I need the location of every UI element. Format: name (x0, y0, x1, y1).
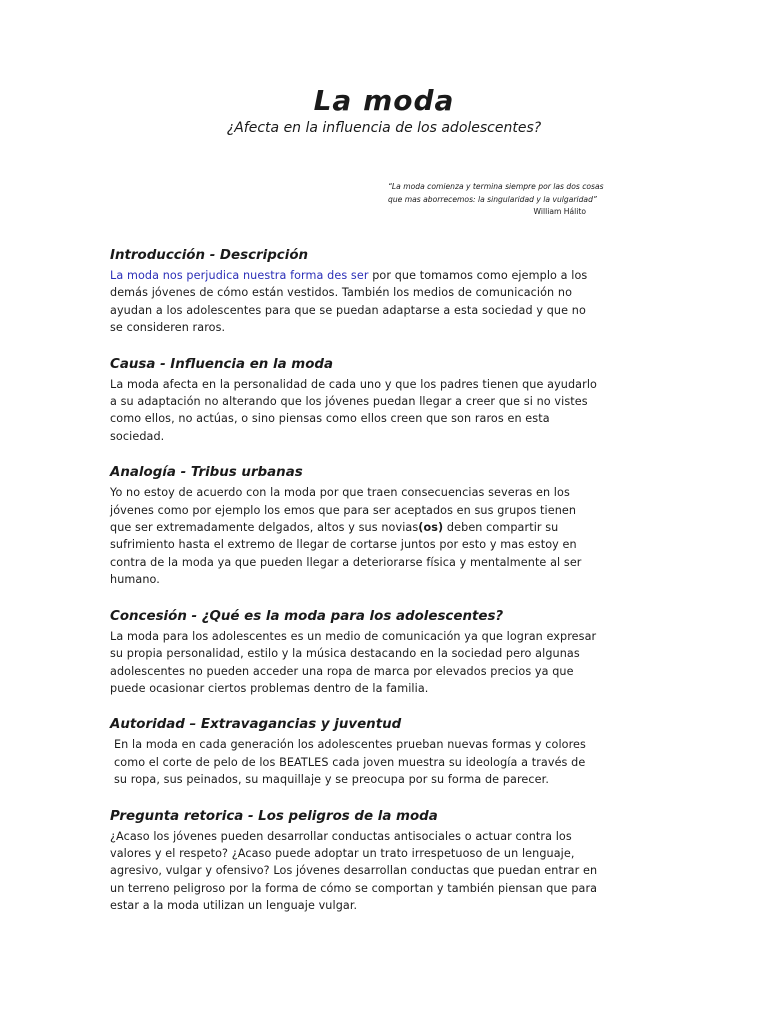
section-analogia (110, 464, 600, 588)
quote-text: “La moda comienza y termina siempre por las dos cosas que mas aborrecemos: la singularidad y la vulgaridad” (388, 182, 604, 204)
section-paragraph: La moda afecta en la personalidad de cada uno y que los padres tienen que ayudarlo a su adaptación no alterando que los jóvenes puedan llegar a creer que si no vistes como ellos, no actúas, o sino piensas como ellos creen que son raros en esta sociedad. (110, 377, 597, 443)
section-heading: Autoridad – Extravagancias y juventud (110, 717, 402, 733)
section-autoridad (110, 716, 600, 788)
section-causa (110, 356, 600, 446)
paragraph-text: Yo no estoy de acuerdo con la moda por que traen consecuencias severas en los jóvenes como por ejemplo los emos que para ser aceptados en sus grupos tienen que ser extremadamente delgados, altos y sus novias (110, 486, 577, 535)
section-paragraph: ¿Acaso los jóvenes pueden desarrollar conductas antisociales o actuar contra los valores y el respeto? ¿Acaso puede adoptar un trato irrespetuoso de un lenguaje, agresivo, vulgar y ofensivo? Los jóvenes desarrollan conductas que puedan entrar en un terreno peligroso por la forma de cómo se comportan y también piensan que para estar a la moda utilizan un lenguaje vulgar. (110, 829, 598, 913)
section-heading: Causa - Influencia en la moda (110, 356, 334, 372)
paragraph-text: deben compartir su sufrimiento hasta el extremo de llegar de cortarse juntos por esto y mas estoy en contra de la moda ya que pueden llegar a deteriorarse física y mentalmente al ser humano. (110, 521, 582, 587)
section-heading: Pregunta retorica - Los peligros de la moda (110, 808, 438, 824)
highlighted-phrase: La moda nos perjudica nuestra forma des ser (110, 269, 369, 282)
section-concesion (110, 608, 600, 698)
section-heading: Introducción - Descripción (110, 248, 309, 263)
page-subtitle: ¿Afecta en la influencia de los adolescentes? (226, 120, 542, 136)
section-heading: Analogía - Tribus urbanas (110, 465, 303, 481)
section-pregunta-retorica (110, 808, 600, 915)
section-paragraph (110, 484, 600, 588)
section-paragraph (110, 267, 600, 337)
document-body (110, 247, 600, 934)
section-paragraph: La moda para los adolescentes es un medio de comunicación ya que logran expresar su propia personalidad, estilo y la música destacando en la sociedad pero algunas adolescentes no pueden acceder una ropa de marca por elevados precios ya que puede ocasionar ciertos problemas dentro de la familia. (110, 629, 597, 695)
page-title: La moda (313, 84, 455, 117)
bold-text: (os) (418, 521, 444, 535)
quote-author: William Hálito (533, 207, 586, 216)
epigraph-quote (388, 181, 608, 219)
section-paragraph: En la moda en cada generación los adolescentes prueban nuevas formas y colores como el corte de pelo de los BEATLES cada joven muestra su ideología a través de su ropa, sus peinados, su maquillaje y se preocupa por su forma de parecer. (114, 738, 586, 787)
section-introduccion (110, 247, 600, 337)
paragraph-text: por que tomamos como ejemplo a los demás jóvenes de cómo están vestidos. También los medios de comunicación no ayudan a los adolescentes para que se puedan adaptarse a esta sociedad y que no se consideren raros. (110, 269, 588, 335)
section-heading: Concesión - ¿Qué es la moda para los adolescentes? (110, 608, 504, 624)
